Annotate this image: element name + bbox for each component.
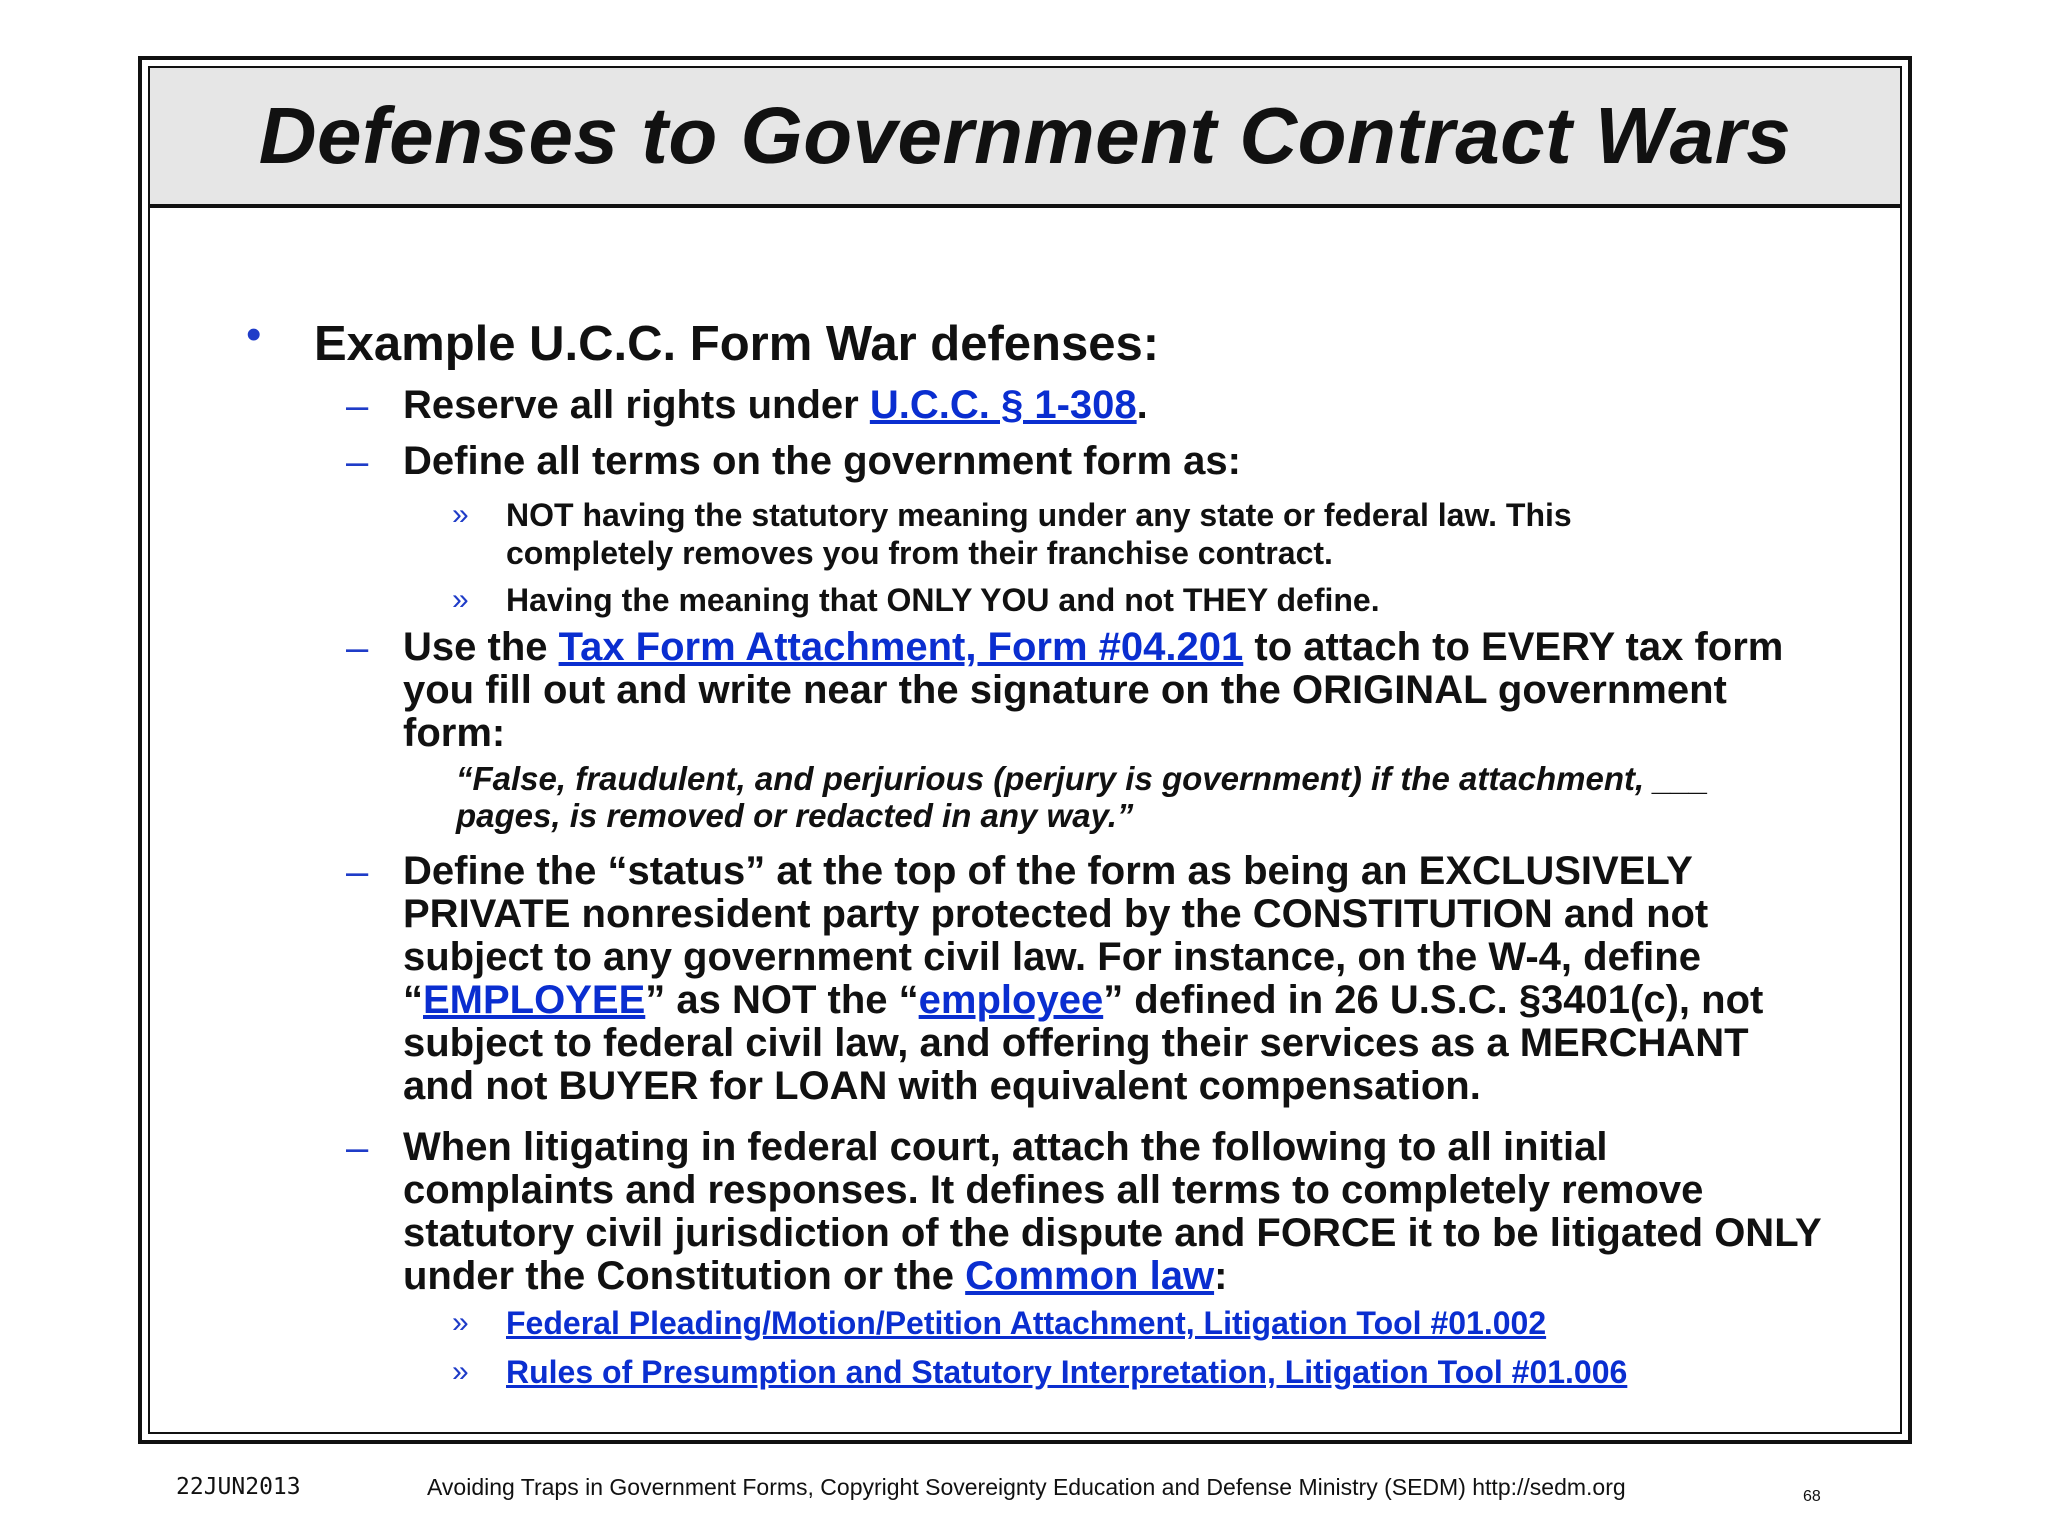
slide-title: Defenses to Government Contract Wars — [258, 91, 1792, 180]
tax-form-attachment-link[interactable]: Tax Form Attachment, Form #04.201 — [558, 625, 1244, 669]
sub-marker: » — [452, 1355, 469, 1388]
sub-marker: » — [452, 1306, 469, 1339]
litigation-sub-item-2 — [506, 1353, 1627, 1391]
signature-quote: “False, fraudulent, and perjurious (perjury is government) if the attachment, ___ pages, is removed or redacted in any way.” — [456, 760, 1709, 834]
slide-content — [150, 208, 1900, 1432]
dash-marker: – — [346, 1126, 369, 1170]
sub-marker: » — [452, 498, 469, 531]
dash-marker: – — [346, 440, 369, 484]
tax-form-attachment-item: Use the Tax Form Attachment, Form #04.201 to attach to EVERY tax form you fill out and write near the signature on the ORIGINAL government form: — [403, 625, 1784, 755]
dash-marker: – — [346, 850, 369, 894]
litigation-item: When litigating in federal court, attach the following to all initial complaints and responses. It defines all terms to completely remove statutory civil jurisdiction of the dispute and FORCE it to be litigated ONLY under the Constitution or the Common law: — [403, 1125, 1822, 1298]
ucc-1-308-link[interactable]: U.C.C. § 1-308 — [869, 383, 1137, 427]
federal-pleading-attachment-link[interactable]: Federal Pleading/Motion/Petition Attachment, Litigation Tool #01.002 — [506, 1305, 1547, 1341]
bullet-marker: • — [246, 310, 262, 359]
litigation-sub-item-1 — [506, 1304, 1546, 1342]
sub-marker: » — [452, 583, 469, 616]
status-definition-item: Define the “status” at the top of the form as being an EXCLUSIVELY PRIVATE nonresident party protected by the CONSTITUTION and not subject to any government civil law. For instance, on the W-4, define “EMPLOYEE” as NOT the “employee” defined in 26 U.S.C. §3401(c), not subject to federal civil law, and offering their services as a MERCHANT and not BUYER for LOAN with equivalent compensation. — [403, 849, 1764, 1108]
rules-of-presumption-link[interactable]: Rules of Presumption and Statutory Interpretation, Litigation Tool #01.006 — [506, 1354, 1628, 1390]
main-heading: Example U.C.C. Form War defenses: — [314, 317, 1160, 371]
employee-caps-link[interactable]: EMPLOYEE — [423, 978, 646, 1022]
dash-marker: – — [346, 384, 369, 428]
title-band — [150, 68, 1900, 208]
dash-marker: – — [346, 626, 369, 670]
employee-link[interactable]: employee — [918, 978, 1104, 1022]
page-number: 68 — [1803, 1488, 1821, 1505]
footer-date: 22JUN2013 — [176, 1474, 301, 1500]
slide-frame — [138, 56, 1912, 1444]
slide-inner-frame — [148, 66, 1902, 1434]
common-law-link[interactable]: Common law — [965, 1254, 1215, 1298]
reserve-rights-item: Reserve all rights under U.C.C. § 1-308. — [403, 383, 1148, 427]
footer-copyright: Avoiding Traps in Government Forms, Copyright Sovereignty Education and Defense Ministry (SEDM) http://sedm.org — [427, 1474, 1626, 1500]
define-sub-item-2: Having the meaning that ONLY YOU and not THEY define. — [506, 582, 1380, 618]
define-sub-item-1: NOT having the statutory meaning under any state or federal law. This completely removes you from their franchise contract. — [506, 497, 1572, 571]
define-terms-item: Define all terms on the government form as: — [403, 439, 1241, 483]
